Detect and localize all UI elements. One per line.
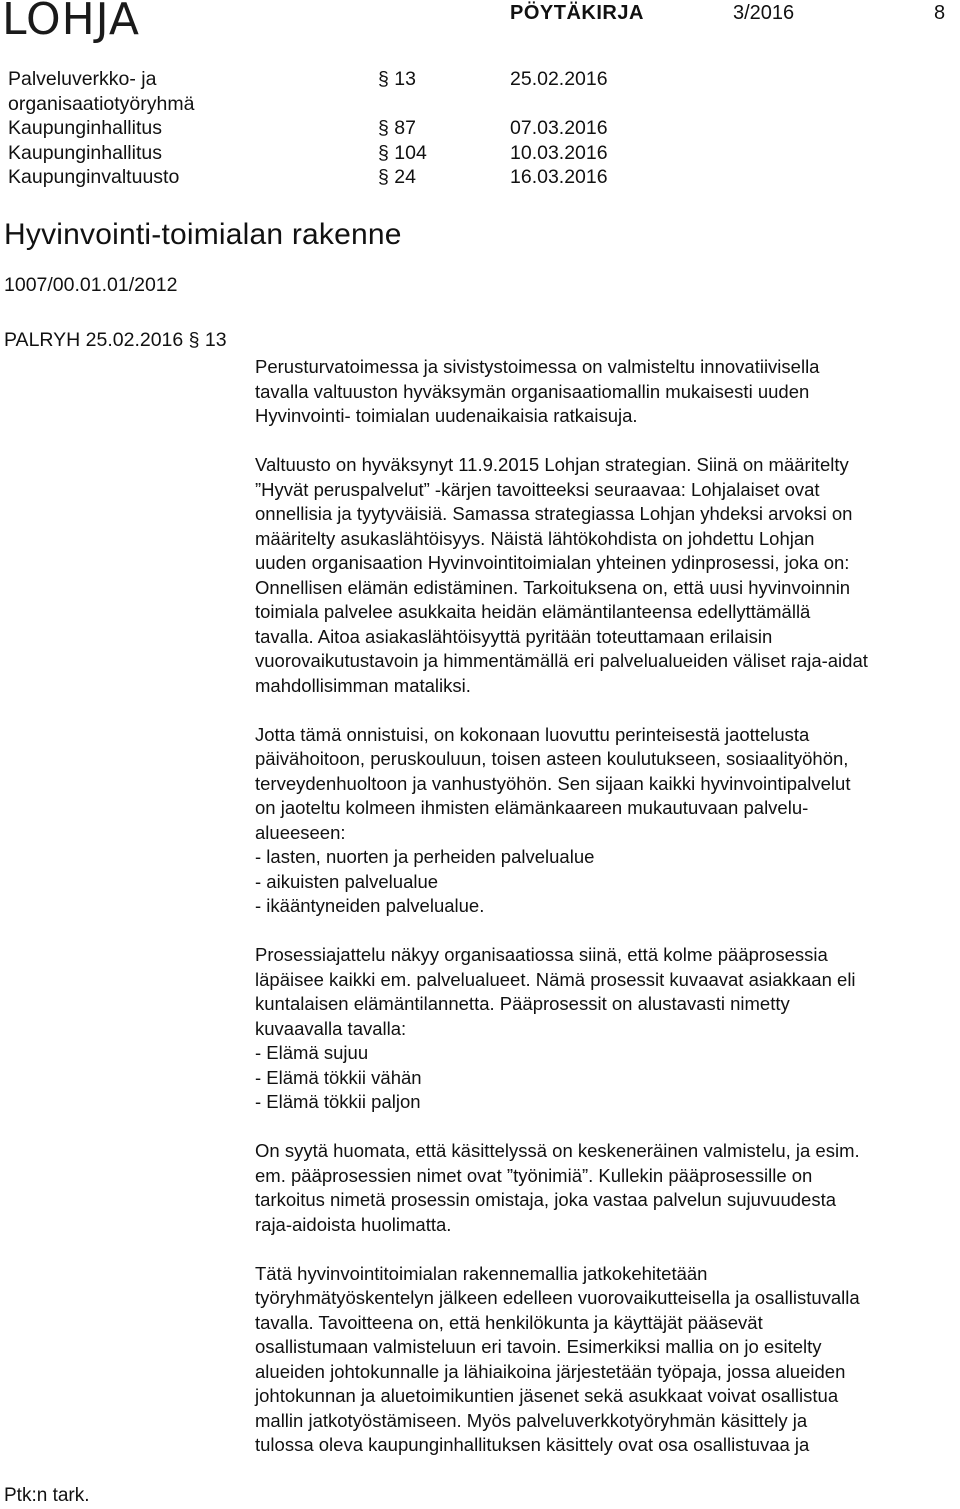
minutes-body bbox=[255, 355, 960, 1482]
history-section: § 24 bbox=[378, 166, 416, 188]
paragraph-line: määritelty asukaslähtöisyys. Näistä lähtökohdista on johdettu Lohjan bbox=[255, 527, 815, 549]
history-date: 16.03.2016 bbox=[510, 166, 608, 188]
paragraph-line: Jotta tämä onnistuisi, on kokonaan luovuttu perinteisestä jaottelusta bbox=[255, 723, 810, 745]
paragraph-line: em. pääprosessien nimet ovat ”työnimiä”. Kullekin pääprosessille on bbox=[255, 1164, 813, 1186]
paragraph bbox=[255, 943, 960, 1115]
history-org: Kaupunginhallitus bbox=[8, 117, 162, 139]
paragraph-line: uuden organisaation Hyvinvointitoimialan yhteinen ydinprosessi, joka on: bbox=[255, 552, 850, 573]
minutes-checker-label: Ptk:n tark. bbox=[4, 1485, 90, 1506]
paragraph-line: kuntalaisen elämäntilannetta. Pääprosessit on alustavasti nimetty bbox=[255, 993, 790, 1014]
paragraph-line: alueiden johtokunnalle ja lähiaikoina järjestetään työpaja, jossa alueiden bbox=[255, 1360, 846, 1382]
paragraph-line: ”Hyvät peruspalvelut” -kärjen tavoitteeksi seuraavaa: Lohjalaiset ovat bbox=[255, 478, 820, 500]
paragraph-line: On syytä huomata, että käsittelyssä on keskeneräinen valmistelu, ja esim. bbox=[255, 1140, 860, 1161]
section-title: Hyvinvointi-toimialan rakenne bbox=[4, 218, 402, 251]
paragraph bbox=[255, 1262, 960, 1458]
paragraph-line: osallistumaan valmisteluun eri tavoin. Esimerkiksi mallia on jo esitelty bbox=[255, 1336, 822, 1357]
page-number: 8 bbox=[934, 2, 946, 24]
paragraph-line: - Elämä tökkii vähän bbox=[255, 1066, 422, 1088]
paragraph-line: alueeseen: bbox=[255, 821, 346, 843]
history-date: 25.02.2016 bbox=[510, 68, 608, 90]
paragraph-line: läpäisee kaikki em. palvelualueet. Nämä prosessit kuvaavat asiakkaan eli bbox=[255, 968, 856, 990]
paragraph bbox=[255, 355, 960, 429]
paragraph-line: mallin jatkotyöstämiseen. Myös palveluverkkotyöryhmän käsittely ja bbox=[255, 1409, 808, 1431]
paragraph-line: vuorovaikutustavoin ja himmentämällä eri palvelualueiden väliset raja-aidat bbox=[255, 650, 868, 671]
paragraph-line: tarkoitus nimetä prosessin omistaja, joka vastaa palvelun sujuvuudesta bbox=[255, 1189, 837, 1210]
paragraph-line: Hyvinvointi- toimialan uudenaikaisia ratkaisuja. bbox=[255, 405, 638, 426]
paragraph-line: Prosessiajattelu näkyy organisaatiossa siinä, että kolme pääprosessia bbox=[255, 944, 828, 965]
paragraph-line: on jaoteltu kolmeen ihmisten elämänkaareen mukautuvaan palvelu- bbox=[255, 797, 809, 818]
history-org: Kaupunginhallitus bbox=[8, 142, 162, 164]
history-date: 10.03.2016 bbox=[510, 142, 608, 164]
document-type: PÖYTÄKIRJA bbox=[510, 2, 644, 24]
paragraph-line: johtokunnan ja aluetoimikuntien jäsenet sekä asukkaat voivat osallistua bbox=[255, 1385, 839, 1406]
history-section: § 87 bbox=[378, 117, 416, 139]
paragraph-line: terveydenhuoltoon ja vanhustyöhön. Sen sijaan kaikki hyvinvointipalvelut bbox=[255, 772, 851, 794]
history-org: Palveluverkko- ja organisaatiotyöryhmä bbox=[8, 68, 195, 115]
meeting-reference: PALRYH 25.02.2016 § 13 bbox=[4, 329, 227, 351]
paragraph-line: - Elämä tökkii paljon bbox=[255, 1091, 421, 1112]
paragraph-line: - Elämä sujuu bbox=[255, 1042, 369, 1063]
paragraph-line: tavalla. Aitoa asiakaslähtöisyyttä pyritään toteuttamaan erilaisin bbox=[255, 625, 773, 647]
paragraph-line: Valtuusto on hyväksynyt 11.9.2015 Lohjan strategian. Siinä on määritelty bbox=[255, 454, 849, 475]
paragraph-line: - aikuisten palvelualue bbox=[255, 870, 439, 892]
paragraph-line: tavalla. Tavoitteena on, että henkilökunta ja käyttäjät pääsevät bbox=[255, 1311, 763, 1333]
paragraph-line: päivähoitoon, peruskouluun, toisen asteen koulutukseen, sosiaalityöhön, bbox=[255, 748, 849, 769]
history-date: 07.03.2016 bbox=[510, 117, 608, 139]
paragraph-line: onnellisia ja tyytyväisiä. Samassa strategiassa Lohjan yhdeksi arvoksi on bbox=[255, 503, 853, 524]
paragraph-line: raja-aidoista huolimatta. bbox=[255, 1213, 452, 1235]
lohja-logo: LOHJA bbox=[2, 0, 140, 45]
paragraph bbox=[255, 1139, 960, 1237]
history-section: § 13 bbox=[378, 68, 416, 90]
paragraph bbox=[255, 723, 960, 919]
document-number: 3/2016 bbox=[733, 2, 795, 24]
paragraph-line: työryhmätyöskentelyn jälkeen edelleen vuorovaikutteisella ja osallistuvalla bbox=[255, 1287, 860, 1308]
paragraph-line: Perusturvatoimessa ja sivistystoimessa on valmisteltu innovatiivisella bbox=[255, 356, 820, 377]
history-org: Kaupunginvaltuusto bbox=[8, 166, 180, 188]
paragraph-line: mahdollisimman mataliksi. bbox=[255, 674, 471, 696]
paragraph bbox=[255, 453, 960, 698]
paragraph-line: kuvaavalla tavalla: bbox=[255, 1017, 407, 1039]
paragraph-line: Onnellisen elämän edistäminen. Tarkoituksena on, että uusi hyvinvoinnin bbox=[255, 576, 851, 598]
paragraph-line: Tätä hyvinvointitoimialan rakennemallia jatkokehitetään bbox=[255, 1262, 708, 1284]
history-section: § 104 bbox=[378, 142, 427, 164]
paragraph-line: toimiala palvelee asukkaita heidän elämäntilanteensa edellyttämällä bbox=[255, 601, 811, 622]
paragraph-line: tavalla valtuuston hyväksymän organisaatiomallin mukaisesti uuden bbox=[255, 380, 810, 402]
paragraph-line: tulossa oleva kaupunginhallituksen käsittely ovat osa osallistuvaa ja bbox=[255, 1434, 810, 1455]
paragraph-line: - ikääntyneiden palvelualue. bbox=[255, 895, 485, 916]
paragraph-line: - lasten, nuorten ja perheiden palvelualue bbox=[255, 846, 595, 867]
record-code: 1007/00.01.01/2012 bbox=[4, 274, 178, 296]
